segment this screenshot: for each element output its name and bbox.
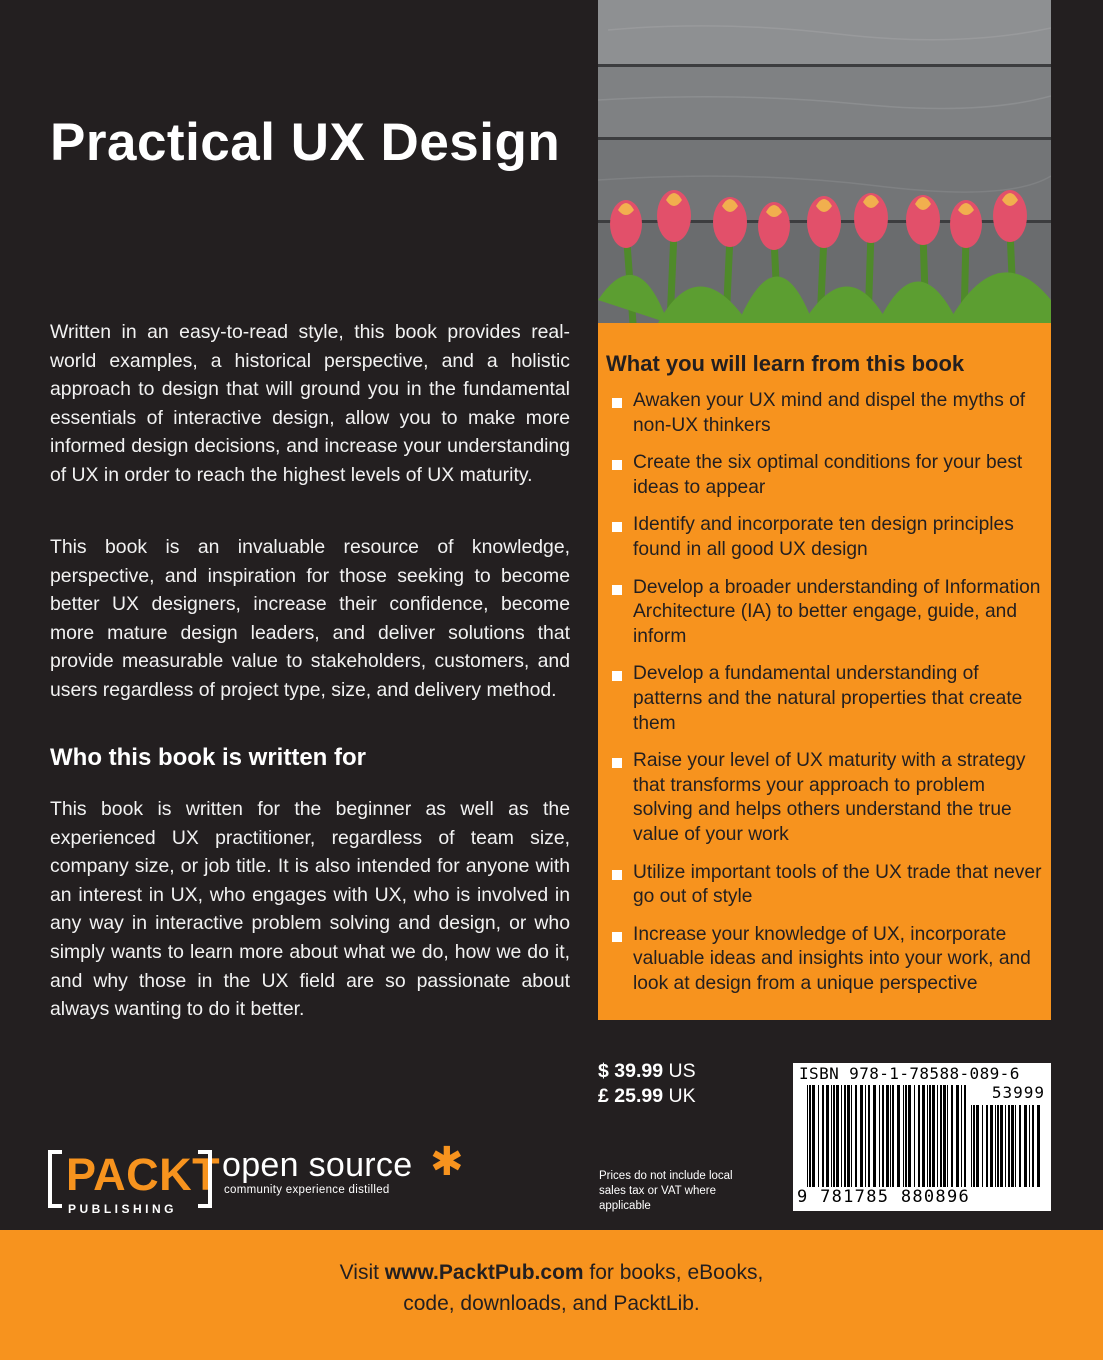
learn-heading: What you will learn from this book: [606, 351, 965, 376]
list-item-text: Increase your knowledge of UX, incorporate valuable ideas and insights into your work, and look at design from a unique perspective: [633, 923, 1031, 994]
ean-bars-icon: [807, 1085, 967, 1187]
price-uk: [598, 1085, 696, 1108]
publisher-logo: [48, 1140, 468, 1218]
publisher-brand: PACKT: [66, 1149, 221, 1200]
footer-line-2: code, downloads, and PacktLib.: [403, 1292, 700, 1315]
resource-paragraph: This book is an invaluable resource of knowledge, perspective, and inspiration for those seeking to become better UX designers, increase their confidence, become more mature design leaders, and deliver solutions that provide measurable value to stakeholders, customers, and users regardless of project type, size, and delivery method.: [50, 536, 570, 701]
right-bracket-icon: [198, 1150, 212, 1208]
imprint-name: open source: [222, 1146, 413, 1184]
list-item: [608, 662, 1048, 736]
list-item-text: Develop a fundamental understanding of patterns and the natural properties that create them: [633, 663, 1023, 734]
price-us: [598, 1060, 696, 1083]
addon-bars-icon: [971, 1105, 1043, 1187]
audience-paragraph: This book is written for the beginner as well as the experienced UX practitioner, regardless of team size, company size, or job title. It is also intended for anyone with an interest in UX, who engages with UX, who is involved in any way in interactive problem solving and design, or who simply wants to learn more about what we do, how we do it, and why those in the UX field are so passionate about always wanting to do it better.: [50, 798, 570, 1021]
tulips-photo: [598, 0, 1051, 323]
intro-paragraph: Written in an easy-to-read style, this book provides real-world examples, a historical perspective, and a holistic approach to design that will ground you in the fundamental essentials of interactive design, allow you to make more informed design decisions, and increase your understanding of UX in order to reach the highest levels of UX maturity.: [50, 321, 570, 486]
isbn-barcode: [793, 1063, 1051, 1211]
price-code: 53999: [991, 1083, 1045, 1102]
list-item: [608, 451, 1048, 500]
footer-band: [0, 1230, 1103, 1360]
bullet-square-icon: [612, 398, 622, 408]
list-item: [608, 923, 1048, 997]
list-item: [608, 389, 1048, 438]
list-item-text: Create the six optimal conditions for your best ideas to appear: [633, 452, 1023, 498]
price-us-amount: $ 39.99: [598, 1060, 664, 1082]
footer-site-link[interactable]: www.PacktPub.com: [384, 1261, 584, 1284]
list-item: [608, 513, 1048, 562]
publisher-sub: PUBLISHING: [68, 1202, 178, 1216]
list-item-text: Raise your level of UX maturity with a strategy that transforms your approach to problem solving and helps others understand the true value of your work: [633, 750, 1026, 845]
star-icon: ✱: [430, 1140, 464, 1184]
isbn-text: ISBN 978-1-78588-089-6: [799, 1064, 1020, 1083]
footer-pre: Visit: [339, 1261, 385, 1284]
left-bracket-icon: [48, 1150, 62, 1208]
list-item-text: Identify and incorporate ten design principles found in all good UX design: [633, 514, 1014, 560]
list-item-text: Develop a broader understanding of Information Architecture (IA) to better engage, guide, and inform: [633, 576, 1041, 647]
list-item: [608, 749, 1048, 847]
price-note: Prices do not include local sales tax or VAT where applicable: [599, 1170, 733, 1212]
audience-heading: Who this book is written for: [50, 744, 366, 771]
footer-post: for books, eBooks,: [583, 1261, 764, 1284]
imprint-tagline: community experience distilled: [224, 1184, 390, 1196]
price-uk-label: UK: [668, 1085, 696, 1107]
learn-list: [608, 389, 1048, 1009]
tulips-illustration: [598, 0, 1051, 323]
footer-line-1: [0, 1261, 1103, 1285]
bullet-square-icon: [612, 671, 622, 681]
bullet-square-icon: [612, 932, 622, 942]
bullet-square-icon: [612, 870, 622, 880]
list-item: [608, 861, 1048, 910]
price-us-label: US: [668, 1060, 696, 1082]
bullet-square-icon: [612, 460, 622, 470]
list-item-text: Awaken your UX mind and dispel the myths of non-UX thinkers: [633, 390, 1026, 436]
list-item-text: Utilize important tools of the UX trade that never go out of style: [633, 861, 1042, 908]
bullet-square-icon: [612, 522, 622, 532]
ean-number: 9 781785 880896: [797, 1187, 971, 1207]
price-uk-amount: £ 25.99: [598, 1085, 664, 1107]
book-title: Practical UX Design: [50, 113, 561, 172]
list-item: [608, 576, 1048, 650]
bullet-square-icon: [612, 758, 622, 768]
bullet-square-icon: [612, 585, 622, 595]
learn-box: [598, 323, 1051, 1020]
